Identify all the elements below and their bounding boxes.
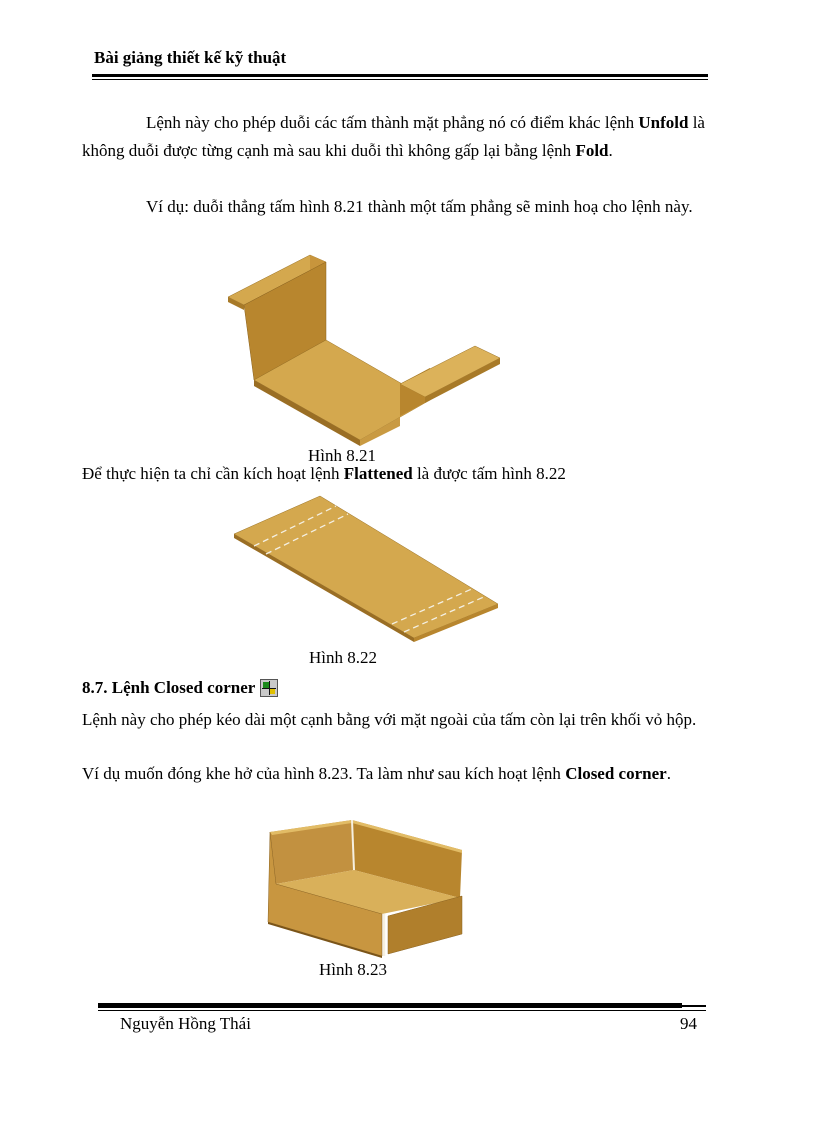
figure-8-22-flat-sheet bbox=[230, 492, 505, 642]
section-heading: 8.7. Lệnh Closed corner bbox=[82, 678, 278, 698]
flattened-term: Flattened bbox=[343, 464, 413, 483]
figure-8-22-caption: Hình 8.22 bbox=[309, 648, 377, 667]
fold-term: Fold bbox=[575, 141, 609, 160]
footer-rule-tail bbox=[682, 1005, 706, 1007]
footer-author: Nguyễn Hồng Thái bbox=[120, 1014, 251, 1033]
footer-page-number: 94 bbox=[680, 1014, 697, 1033]
header-rule-thick bbox=[92, 74, 708, 77]
header-rule-thin bbox=[92, 79, 708, 80]
paragraph-example: Ví dụ: duỗi thẳng tấm hình 8.21 thành một tấm phẳng sẽ minh hoạ cho lệnh này. bbox=[146, 197, 693, 216]
footer-rule-thin bbox=[98, 1010, 706, 1011]
paragraph-intro: Lệnh này cho phép duỗi các tấm thành mặt phẳng nó có điểm khác lệnh Unfold là không duỗi được từng cạnh mà sau khi duỗi thì không gấp lại bằng lệnh Fold. bbox=[82, 113, 705, 160]
closed-corner-term: Closed corner bbox=[565, 764, 667, 783]
header-title: Bài giảng thiết kế kỹ thuật bbox=[94, 48, 287, 67]
figure-8-21-caption: Hình 8.21 bbox=[308, 446, 376, 465]
closed-corner-icon bbox=[260, 679, 278, 697]
paragraph-closed-corner-example: Ví dụ muốn đóng khe hở của hình 8.23. Ta làm như sau kích hoạt lệnh Closed corner. bbox=[82, 764, 671, 783]
unfold-term: Unfold bbox=[638, 113, 689, 132]
figure-8-23-caption: Hình 8.23 bbox=[319, 960, 387, 979]
figure-8-23-open-box bbox=[262, 818, 472, 958]
paragraph-flattened: Để thực hiện ta chỉ cần kích hoạt lệnh Flattened là được tấm hình 8.22 bbox=[82, 464, 566, 483]
footer-rule-thick bbox=[98, 1003, 682, 1008]
figure-8-21-bent-sheet bbox=[220, 250, 510, 450]
paragraph-closed-corner: Lệnh này cho phép kéo dài một cạnh bằng với mặt ngoài của tấm còn lại trên khối vỏ hộp. bbox=[82, 710, 697, 729]
